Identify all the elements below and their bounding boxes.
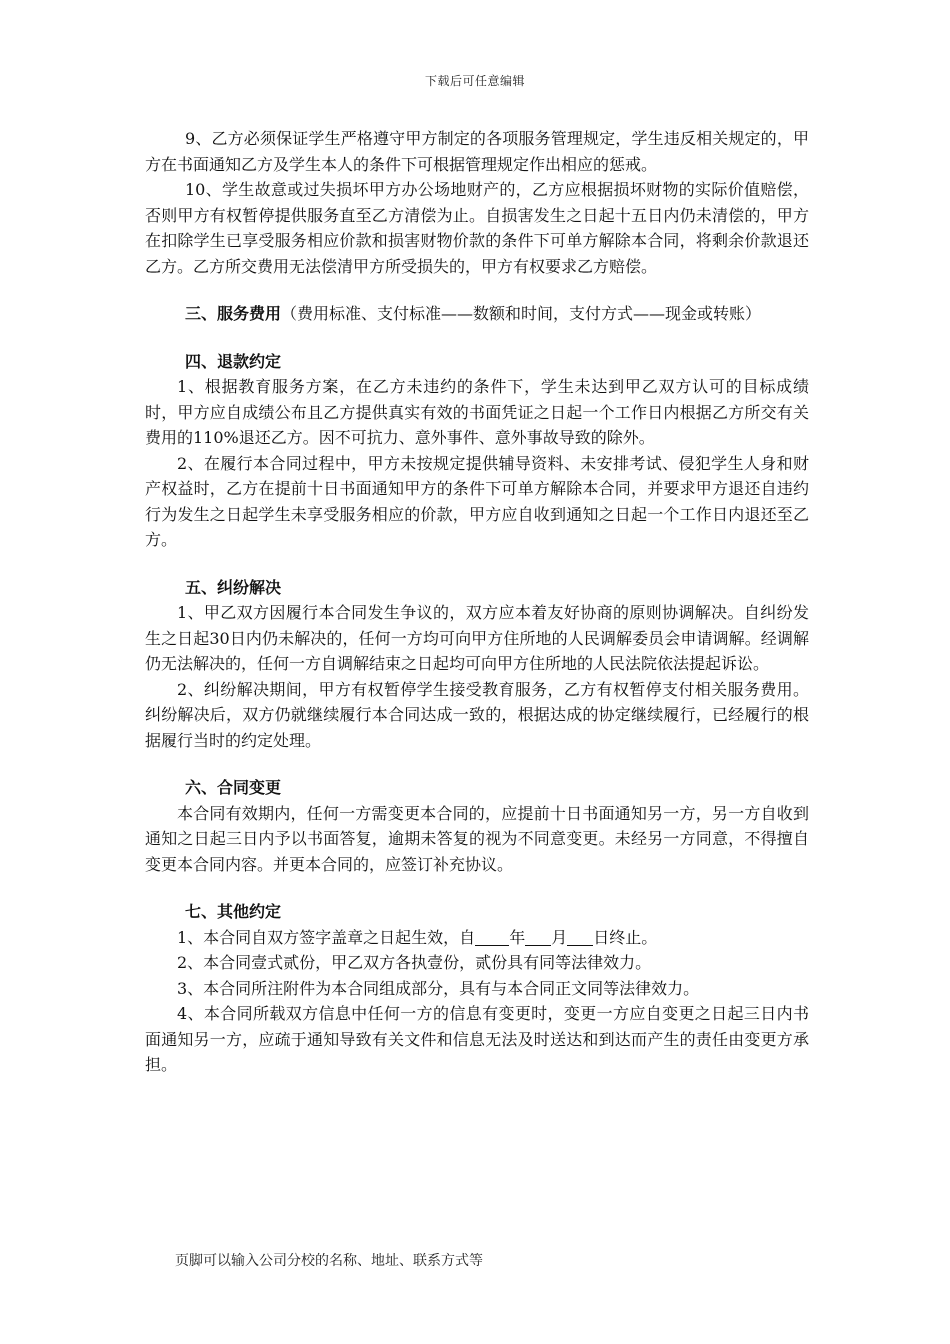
clause-10: 10、学生故意或过失损坏甲方办公场地财产的，乙方应根据损坏财物的实际价值赔偿，否则甲方有权暂停提供服务直至乙方清偿为止。自损害发生之日起十五日内仍未清偿的，甲方在扣除学生已享受服务相应价款和损害财物价款的条件下可单方解除本合同，将剩余价款退还乙方。乙方所交费用无法偿清甲方所受损失的，甲方有权要求乙方赔偿。: [145, 180, 809, 276]
spacer: [145, 327, 809, 349]
spacer: [145, 877, 809, 899]
month-label: 月: [551, 927, 568, 947]
section-4-title: 四、退款约定: [185, 351, 282, 371]
spacer: [145, 753, 809, 775]
page-footer: 页脚可以输入公司分校的名称、地址、联系方式等: [175, 1253, 483, 1269]
month-blank: [525, 929, 551, 946]
section-5-item-1: 1、甲乙双方因履行本合同发生争议的，双方应本着友好协商的原则协调解决。自纠纷发生之日起30日内仍未解决的，任何一方均可向甲方住所地的人民调解委员会申请调解。经调解仍无法解决的，任何一方自调解结束之日起均可向甲方住所地的人民法院依法提起诉讼。: [145, 603, 809, 673]
section-3: [145, 301, 809, 327]
section-3-title: 三、服务费用: [185, 304, 282, 323]
page-header: 下载后可任意编辑: [424, 74, 525, 88]
section-5-title: 五、纠纷解决: [185, 577, 282, 597]
section-6-heading: [145, 775, 809, 801]
section-7-item-1-suffix: 日终止。: [593, 927, 658, 947]
section-7-heading: [145, 899, 809, 925]
spacer: [145, 279, 809, 301]
section-7-item-4: 4、本合同所载双方信息中任何一方的信息有变更时，变更一方应自变更之日起三日内书面通知另一方，应疏于通知导致有关文件和信息无法及时送达和到达而产生的责任由变更方承担。: [145, 1004, 809, 1074]
section-7-item-3: 3、本合同所注附件为本合同组成部分，具有与本合同正文同等法律效力。: [177, 978, 700, 998]
section-5-heading: [145, 575, 809, 601]
spacer: [145, 553, 809, 575]
section-6-text: 本合同有效期内，任何一方需变更本合同的，应提前十日书面通知另一方，另一方自收到通知之日起三日内予以书面答复，逾期未答复的视为不同意变更。未经另一方同意，不得擅自变更本合同内容。并更本合同的，应签订补充协议。: [145, 803, 809, 874]
section-7-item-1-prefix: 1、本合同自双方签字盖章之日起生效，自: [177, 927, 476, 947]
section-4-item-1: 1、根据教育服务方案，在乙方未违约的条件下，学生未达到甲乙双方认可的目标成绩时，甲方应自成绩公布且乙方提供真实有效的书面凭证之日起一个工作日内根据乙方所交有关费用的110%退还乙方。因不可抗力、意外事件、意外事故导致的除外。: [145, 377, 809, 447]
section-7-title: 七、其他约定: [185, 902, 282, 921]
document-body: [145, 126, 809, 1078]
section-3-note: （费用标准、支付标准——数额和时间，支付方式——现金或转账）: [281, 304, 762, 323]
clause-9: 9、乙方必须保证学生严格遵守甲方制定的各项服务管理规定，学生违反相关规定的，甲方在书面通知乙方及学生本人的条件下可根据管理规定作出相应的惩戒。: [145, 129, 809, 174]
section-7-item-1: [145, 925, 809, 951]
day-blank: [567, 929, 593, 946]
section-6-title: 六、合同变更: [185, 778, 282, 797]
section-7-item-2: 2、本合同壹式贰份，甲乙双方各执壹份，贰份具有同等法律效力。: [177, 953, 652, 972]
section-4-item-2: 2、在履行本合同过程中，甲方未按规定提供辅导资料、未安排考试、侵犯学生人身和财产权益时，乙方在提前十日书面通知甲方的条件下可单方解除本合同，并要求甲方退还自违约行为发生之日起学生未享受服务相应的价款，甲方应自收到通知之日起一个工作日内退还至乙方。: [145, 453, 809, 549]
year-blank: [475, 929, 509, 946]
section-4-heading: [145, 349, 809, 375]
year-label: 年: [509, 927, 526, 947]
section-5-item-2: 2、纠纷解决期间，甲方有权暂停学生接受教育服务，乙方有权暂停支付相关服务费用。纠纷解决后，双方仍就继续履行本合同达成一致的，根据达成的协定继续履行，已经履行的根据履行当时的约定处理。: [145, 679, 809, 750]
